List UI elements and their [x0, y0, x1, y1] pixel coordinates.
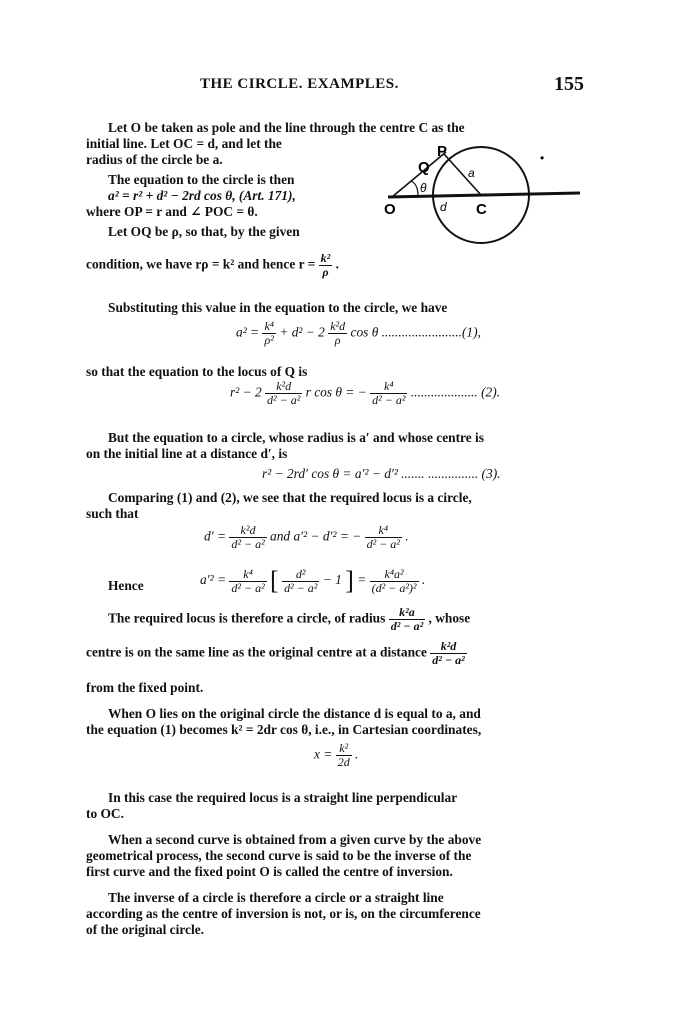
frac-num: k⁴ — [229, 568, 266, 582]
para-7-line-2: such that — [86, 506, 139, 521]
label-p: P — [437, 143, 448, 160]
frac-num: k⁴ — [365, 524, 402, 538]
label-d: d — [440, 200, 447, 214]
eq4-frac-2 — [365, 524, 402, 551]
equation-3: r² − 2rd′ cos θ = a′² − d′² ....... ............... (3). — [262, 466, 501, 481]
close-bracket: ] — [345, 566, 354, 595]
eq4-mid: and a′² − d′² = − — [270, 528, 362, 544]
eq6-end: . — [355, 746, 359, 762]
eq2-mid: r cos θ = − — [305, 384, 367, 400]
frac-den: (d² − a²)² — [371, 580, 417, 595]
open-bracket: [ — [270, 566, 279, 595]
para-9-line-1: When O lies on the original circle the distance d is equal to a, and — [108, 706, 481, 721]
eq2-frac-2 — [370, 380, 407, 407]
eq1-mid: + d² − 2 — [279, 324, 325, 340]
para-8-line-2 — [86, 640, 467, 667]
frac-num: k² — [320, 251, 331, 265]
para-2-equation: a² = r² + d² − 2rd cos θ, (Art. 171), — [108, 188, 296, 203]
eq5-minus: − 1 — [322, 572, 342, 588]
eq1-lhs: a² = — [236, 324, 260, 340]
para-10-line-2: to OC. — [86, 806, 124, 821]
eq2-frac-1 — [265, 380, 302, 407]
frac-num: k⁴ — [370, 380, 407, 394]
frac-den: ρ — [334, 333, 341, 347]
frac-den: ρ — [322, 265, 329, 279]
eq1-rhs: cos θ ........................(1), — [350, 324, 481, 340]
para-11-line-1: When a second curve is obtained from a given curve by the above — [108, 832, 482, 847]
frac-num: k²a — [389, 606, 425, 620]
radius-fraction — [389, 606, 425, 633]
para-8-line-1 — [108, 606, 470, 633]
para-7-line-1: Comparing (1) and (2), we see that the required locus is a circle, — [108, 490, 472, 505]
eq5-frac-3 — [370, 568, 419, 595]
eq2-lhs: r² − 2 — [230, 384, 262, 400]
label-o: O — [384, 201, 396, 218]
eq4-end: . — [405, 528, 409, 544]
label-theta: θ — [420, 181, 427, 195]
eq5-lhs: a′² = — [200, 572, 227, 588]
frac-den: ρ² — [264, 333, 274, 347]
para-12-line-3: of the original circle. — [86, 922, 205, 937]
eq6-frac — [336, 742, 352, 769]
eq1-frac-2 — [328, 320, 347, 347]
para-1-line-1: Let O be taken as pole and the line through the centre C as the — [108, 120, 465, 135]
para-8-text-c: centre is on the same line as the original centre at a distance — [86, 644, 427, 660]
equation-6 — [314, 742, 358, 769]
frac-num: k²d — [265, 380, 302, 394]
frac-den: d² − a² — [372, 393, 406, 407]
page-number: 155 — [554, 73, 584, 95]
frac-num: k²d — [430, 640, 466, 654]
circle-figure — [380, 142, 590, 272]
eq5-frac-2 — [282, 568, 319, 595]
page-header — [0, 73, 675, 100]
label-q: Q — [418, 159, 430, 176]
fraction-k2-over-rho — [319, 252, 333, 279]
radius-line — [444, 154, 481, 195]
eq4-frac-1 — [229, 524, 266, 551]
eq5-frac-1 — [229, 568, 266, 595]
equation-2 — [230, 380, 500, 407]
frac-den: d² − a² — [267, 393, 301, 407]
eq1-frac-1 — [262, 320, 276, 347]
para-9-line-2: the equation (1) becomes k² = 2dr cos θ, i.e., in Cartesian coordinates, — [86, 722, 482, 737]
eq2-rhs: .................... (2). — [410, 384, 501, 400]
label-c: C — [476, 201, 487, 218]
initial-line — [388, 193, 580, 197]
frac-den: d² − a² — [390, 619, 424, 633]
para-6-line-1: But the equation to a circle, whose radius is a′ and whose centre is — [108, 430, 484, 445]
para-5-line-1: so that the equation to the locus of Q is — [86, 364, 308, 379]
eq5-end: . — [421, 572, 426, 588]
frac-num: k²d — [330, 319, 346, 333]
frac-den: d² − a² — [366, 537, 400, 551]
para-8-text-a: The required locus is therefore a circle, of radius — [108, 610, 386, 626]
bullet-mark: • — [540, 151, 545, 165]
running-head: THE CIRCLE. EXAMPLES. — [200, 76, 399, 92]
para-12-line-2: according as the centre of inversion is not, or is, on the circumference — [86, 906, 481, 921]
frac-num: k² — [336, 742, 352, 756]
eq6-lhs: x = — [314, 746, 333, 762]
angle-arc — [411, 181, 418, 196]
para-3-text: condition, we have rρ = k² and hence r = — [86, 256, 316, 272]
equation-5 — [200, 566, 425, 596]
eq4-lhs: d′ = — [204, 528, 227, 544]
equation-4 — [204, 524, 409, 551]
frac-den: 2d — [337, 755, 350, 769]
para-1-line-3: radius of the circle be a. — [86, 152, 223, 167]
para-3-line-2: condition, we have rρ = k² and hence r = $\frac{\text{k²}}{\rho}$ . — [86, 251, 339, 279]
para-2-line-1: The equation to the circle is then — [108, 172, 295, 187]
frac-den: d² − a² — [231, 537, 265, 551]
para-3-line-1: Let OQ be ρ, so that, by the given — [108, 224, 300, 239]
para-8-line-3: from the fixed point. — [86, 680, 204, 695]
hence-label: Hence — [108, 578, 144, 593]
para-11-line-3: first curve and the fixed point O is called the centre of inversion. — [86, 864, 453, 879]
frac-den: d² − a² — [231, 580, 265, 595]
para-12-line-1: The inverse of a circle is therefore a circle or a straight line — [108, 890, 444, 905]
frac-den: d² − a² — [284, 580, 318, 595]
para-6-line-2: on the initial line at a distance d′, is — [86, 446, 288, 461]
para-2-line-3: where OP = r and ∠ POC = θ. — [86, 204, 258, 219]
distance-fraction — [430, 640, 466, 667]
equation-1 — [236, 320, 481, 347]
frac-num: k⁴a² — [370, 568, 419, 582]
frac-num: k²d — [229, 524, 266, 538]
para-11-line-2: geometrical process, the second curve is said to be the inverse of the — [86, 848, 472, 863]
para-10-line-1: In this case the required locus is a straight line perpendicular — [108, 790, 458, 805]
eq5-equals: = — [357, 572, 367, 588]
para-4-line-1: Substituting this value in the equation to the circle, we have — [108, 300, 448, 315]
frac-num: k⁴ — [264, 319, 274, 333]
para-1-line-2: initial line. Let OC = d, and let the — [86, 136, 282, 151]
label-a: a — [468, 166, 475, 180]
frac-den: d² − a² — [432, 653, 465, 667]
frac-num: d² — [282, 568, 319, 582]
para-8-text-b: , whose — [428, 610, 471, 626]
